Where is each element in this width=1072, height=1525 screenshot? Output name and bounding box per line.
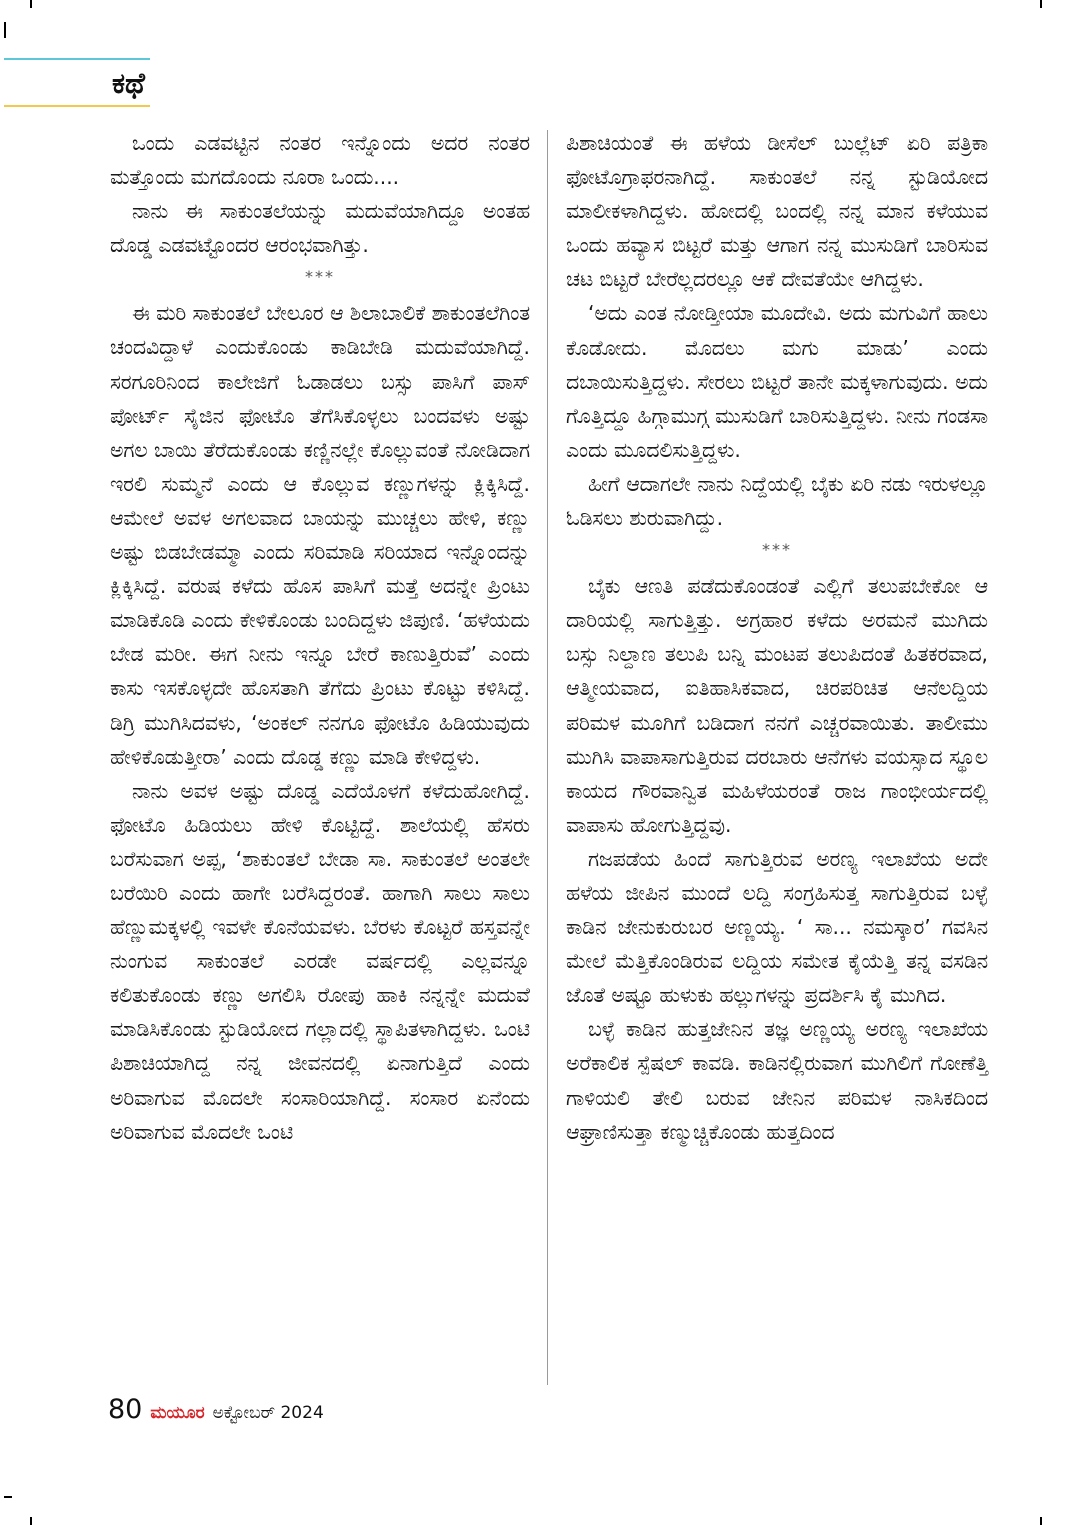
issue-date: ಅಕ್ಟೋಬರ್ 2024 <box>212 1403 324 1423</box>
article-column-left <box>110 126 530 1149</box>
paragraph: ಹೀಗೆ ಆದಾಗಲೇ ನಾನು ನಿದ್ದೆಯಲ್ಲಿ ಬೈಕು ಏರಿ ನಡು ಇರುಳಲ್ಲೂ ಓಡಿಸಲು ಶುರುವಾಗಿದ್ದು. <box>566 471 988 531</box>
paragraph: ಈ ಮರಿ ಸಾಕುಂತಲೆ ಬೇಲೂರ ಆ ಶಿಲಾಬಾಲಿಕೆ ಶಾಕುಂತಲೆಗಿಂತ ಚಂದವಿದ್ದಾಳೆ ಎಂದುಕೊಂಡು ಕಾಡಿಬೇಡಿ ಮದುವೆಯಾಗಿದ್ದೆ. ಸರಗೂರಿನಿಂದ ಕಾಲೇಜಿಗೆ ಓಡಾಡಲು ಬಸ್ಸು ಪಾಸಿಗೆ ಪಾಸ್ ಪೋರ್ಟ್ ಸೈಜಿನ ಫೋಟೊ ತೆಗೆಸಿಕೊಳ್ಳಲು ಬಂದವಳು ಅಷ್ಟು ಅಗಲ ಬಾಯಿ ತೆರೆದುಕೊಂಡು ಕಣ್ಣಿನಲ್ಲೇ ಕೊಲ್ಲುವಂತೆ ನೋಡಿದಾಗ ಇರಲಿ ಸುಮ್ಮನೆ ಎಂದು ಆ ಕೊಲ್ಲುವ ಕಣ್ಣುಗಳನ್ನು ಕ್ಲಿಕ್ಕಿಸಿದ್ದೆ. ಆಮೇಲೆ ಅವಳ ಅಗಲವಾದ ಬಾಯನ್ನು ಮುಚ್ಚಲು ಹೇಳಿ, ಕಣ್ಣು ಅಷ್ಟು ಬಿಡಬೇಡಮ್ಮಾ ಎಂದು ಸರಿಮಾಡಿ ಸರಿಯಾದ ಇನ್ನೊಂದನ್ನು ಕ್ಲಿಕ್ಕಿಸಿದ್ದೆ. ವರುಷ ಕಳೆದು ಹೊಸ ಪಾಸಿಗೆ ಮತ್ತೆ ಅದನ್ನೇ ಪ್ರಿಂಟು ಮಾಡಿಕೊಡಿ ಎಂದು ಕೇಳಿಕೊಂಡು ಬಂದಿದ್ದಳು ಜಿಪುಣಿ. ‘ಹಳೆಯದು ಬೇಡ ಮರೀ. ಈಗ ನೀನು ಇನ್ನೂ ಬೇರೆ ಕಾಣುತ್ತಿರುವೆ’ ಎಂದು ಕಾಸು ಇಸಕೊಳ್ಳದೇ ಹೊಸತಾಗಿ ತೆಗೆದು ಪ್ರಿಂಟು ಕೊಟ್ಟು ಕಳಿಸಿದ್ದೆ. ಡಿಗ್ರಿ ಮುಗಿಸಿದವಳು, ‘ಅಂಕಲ್ ನನಗೂ ಫೋಟೊ ಹಿಡಿಯುವುದು ಹೇಳಿಕೊಡುತ್ತೀರಾ’ ಎಂದು ದೊಡ್ಡ ಕಣ್ಣು ಮಾಡಿ ಕೇಳಿದ್ದಳು. <box>110 301 530 769</box>
page-footer <box>108 1394 324 1430</box>
paragraph: ಒಂದು ಎಡವಟ್ಟಿನ ನಂತರ ಇನ್ನೊಂದು ಅದರ ನಂತರ ಮತ್ತೊಂದು ಮಗದೊಂದು ನೂರಾ ಒಂದು.... <box>110 131 530 190</box>
section-break: *** <box>305 267 335 287</box>
crop-mark-bottom-right <box>1040 1517 1042 1525</box>
section-break: *** <box>762 540 792 560</box>
crop-mark-top-left <box>4 22 6 38</box>
crop-mark-bottom-left <box>4 1496 12 1498</box>
paragraph: ‘ಅದು ಎಂತ ನೋಡ್ತೀಯಾ ಮೂದೇವಿ. ಅದು ಮಗುವಿಗೆ ಹಾಲು ಕೊಡೋದು. ಮೊದಲು ಮಗು ಮಾಡು’ ಎಂದು ದಬಾಯಿಸುತ್ತಿದ್ದಳು. ಸೇರಲು ಬಿಟ್ಟರೆ ತಾನೇ ಮಕ್ಕಳಾಗುವುದು. ಅದು ಗೊತ್ತಿದ್ದೂ ಹಿಗ್ಗಾಮುಗ್ಗ ಮುಸುಡಿಗೆ ಬಾರಿಸುತ್ತಿದ್ದಳು. ನೀನು ಗಂಡಸಾ ಎಂದು ಮೂದಲಿಸುತ್ತಿದ್ದಳು. <box>566 301 988 462</box>
paragraph: ಬಳ್ಳೆ ಕಾಡಿನ ಹುತ್ತಜೇನಿನ ತಜ್ಞ ಅಣ್ಣಯ್ಯ ಅರಣ್ಯ ಇಲಾಖೆಯ ಅರೆಕಾಲಿಕ ಸ್ಪೆಷಲ್ ಕಾವಡಿ. ಕಾಡಿನಲ್ಲಿರುವಾಗ ಮುಗಿಲಿಗೆ ಗೋಣೆತ್ತಿ ಗಾಳಿಯಲಿ ತೇಲಿ ಬರುವ ಜೇನಿನ ಪರಿಮಳ ನಾಸಿಕದಿಂದ ಆಘ್ರಾಣಿಸುತ್ತಾ ಕಣ್ಮುಚ್ಚಿಕೊಂಡು ಹುತ್ತದಿಂದ <box>566 1017 988 1144</box>
page-number: 80 <box>108 1394 143 1425</box>
paragraph: ಗಜಪಡೆಯ ಹಿಂದೆ ಸಾಗುತ್ತಿರುವ ಅರಣ್ಯ ಇಲಾಖೆಯ ಅದೇ ಹಳೆಯ ಜೀಪಿನ ಮುಂದೆ ಲದ್ದಿ ಸಂಗ್ರಹಿಸುತ್ತ ಸಾಗುತ್ತಿರುವ ಬಳ್ಳೆ ಕಾಡಿನ ಜೇನುಕುರುಬರ ಅಣ್ಣಯ್ಯ. ‘ ಸಾ... ನಮಸ್ಕಾರ’ ಗವಸಿನ ಮೇಲೆ ಮೆತ್ತಿಕೊಂಡಿರುವ ಲದ್ದಿಯ ಸಮೇತ ಕೈಯೆತ್ತಿ ತನ್ನ ವಸಡಿನ ಜೊತೆ ಅಷ್ಟೂ ಹುಳುಕು ಹಲ್ಲುಗಳನ್ನು ಪ್ರದರ್ಶಿಸಿ ಕೈ ಮುಗಿದ. <box>566 846 988 1008</box>
column-divider <box>547 130 548 1385</box>
paragraph: ನಾನು ಈ ಸಾಕುಂತಲೆಯನ್ನು ಮದುವೆಯಾಗಿದ್ದೂ ಅಂತಹ ದೊಡ್ಡ ಎಡವಟ್ಟೊಂದರ ಆರಂಭವಾಗಿತ್ತು. <box>110 199 530 258</box>
paragraph: ಪಿಶಾಚಿಯಂತೆ ಈ ಹಳೆಯ ಡೀಸೆಲ್ ಬುಲ್ಲೆಟ್ ಏರಿ ಪತ್ರಿಕಾ ಫೋಟೊಗ್ರಾಫರನಾಗಿದ್ದೆ. ಸಾಕುಂತಲೆ ನನ್ನ ಸ್ಟುಡಿಯೋದ ಮಾಲೀಕಳಾಗಿದ್ದಳು. ಹೋದಲ್ಲಿ ಬಂದಲ್ಲಿ ನನ್ನ ಮಾನ ಕಳೆಯುವ ಒಂದು ಹವ್ಯಾಸ ಬಿಟ್ಟರೆ ಮತ್ತು ಆಗಾಗ ನನ್ನ ಮುಸುಡಿಗೆ ಬಾರಿಸುವ ಚಟ ಬಿಟ್ಟರೆ ಬೇರೆಲ್ಲದರಲ್ಲೂ ಆಕೆ ದೇವತೆಯೇ ಆಗಿದ್ದಳು. <box>566 131 988 292</box>
crop-mark-top-right <box>1040 0 1042 8</box>
magazine-name: ಮಯೂರ <box>150 1403 205 1423</box>
crop-mark-top <box>30 0 32 8</box>
crop-mark-bottom <box>30 1517 32 1525</box>
header-rule-top <box>4 58 150 60</box>
header-rule-bottom <box>4 105 150 107</box>
article-column-right <box>566 126 988 1149</box>
paragraph: ನಾನು ಅವಳ ಅಷ್ಟು ದೊಡ್ಡ ಎದೆಯೊಳಗೆ ಕಳೆದುಹೋಗಿದ್ದೆ. ಫೋಟೊ ಹಿಡಿಯಲು ಹೇಳಿ ಕೊಟ್ಟಿದ್ದೆ. ಶಾಲೆಯಲ್ಲಿ ಹೆಸರು ಬರೆಸುವಾಗ ಅಪ್ಪ, ‘ಶಾಕುಂತಲೆ ಬೇಡಾ ಸಾ. ಸಾಕುಂತಲೆ ಅಂತಲೇ ಬರೆಯಿರಿ ಎಂದು ಹಾಗೇ ಬರೆಸಿದ್ದರಂತೆ. ಹಾಗಾಗಿ ಸಾಲು ಸಾಲು ಹೆಣ್ಣುಮಕ್ಕಳಲ್ಲಿ ಇವಳೇ ಕೊನೆಯವಳು. ಬೆರಳು ಕೊಟ್ಟರೆ ಹಸ್ತವನ್ನೇ ನುಂಗುವ ಸಾಕುಂತಲೆ ಎರಡೇ ವರ್ಷದಲ್ಲಿ ಎಲ್ಲವನ್ನೂ ಕಲಿತುಕೊಂಡು ಕಣ್ಣು ಅಗಲಿಸಿ ರೋಪು ಹಾಕಿ ನನ್ನನ್ನೇ ಮದುವೆ ಮಾಡಿಸಿಕೊಂಡು ಸ್ಟುಡಿಯೋದ ಗಲ್ಲಾದಲ್ಲಿ ಸ್ಥಾಪಿತಳಾಗಿದ್ದಳು. ಒಂಟಿ ಪಿಶಾಚಿಯಾಗಿದ್ದ ನನ್ನ ಜೀವನದಲ್ಲಿ ಏನಾಗುತ್ತಿದೆ ಎಂದು ಅರಿವಾಗುವ ಮೊದಲೇ ಸಂಸಾರಿಯಾಗಿದ್ದೆ. ಸಂಸಾರ ಏನೆಂದು ಅರಿವಾಗುವ ಮೊದಲೇ ಒಂಟಿ <box>110 778 530 1144</box>
paragraph: ಬೈಕು ಆಣತಿ ಪಡೆದುಕೊಂಡಂತೆ ಎಲ್ಲಿಗೆ ತಲುಪಬೇಕೋ ಆ ದಾರಿಯಲ್ಲಿ ಸಾಗುತ್ತಿತ್ತು. ಅಗ್ರಹಾರ ಕಳೆದು ಅರಮನೆ ಮುಗಿದು ಬಸ್ಸು ನಿಲ್ದಾಣ ತಲುಪಿ ಬನ್ನಿ ಮಂಟಪ ತಲುಪಿದಂತೆ ಹಿತಕರವಾದ, ಆತ್ಮೀಯವಾದ, ಐತಿಹಾಸಿಕವಾದ, ಚಿರಪರಿಚಿತ ಆನೆಲದ್ದಿಯ ಪರಿಮಳ ಮೂಗಿಗೆ ಬಡಿದಾಗ ನನಗೆ ಎಚ್ಚರವಾಯಿತು. ತಾಲೀಮು ಮುಗಿಸಿ ವಾಪಾಸಾಗುತ್ತಿರುವ ದರಬಾರು ಆನೆಗಳು ವಯಸ್ಸಾದ ಸ್ಥೂಲ ಕಾಯದ ಗೌರವಾನ್ವಿತ ಮಹಿಳೆಯರಂತೆ ರಾಜ ಗಾಂಭೀರ್ಯದಲ್ಲಿ ವಾಪಾಸು ಹೋಗುತ್ತಿದ್ದವು. <box>566 574 988 837</box>
section-title: ಕಥೆ <box>112 66 145 100</box>
